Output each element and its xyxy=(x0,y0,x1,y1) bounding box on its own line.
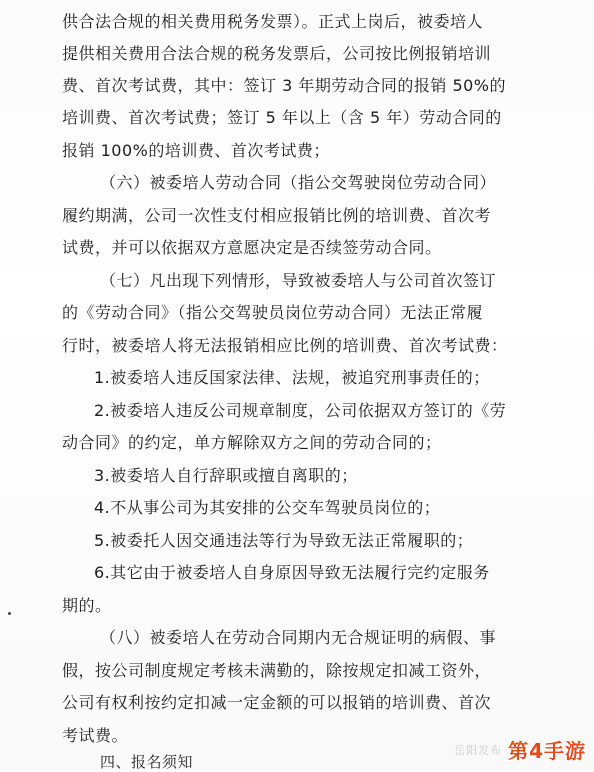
text-line: 试费，并可以依据双方意愿决定是否续签劳动合同。 xyxy=(62,238,442,257)
watermark-logo: 第4手游 xyxy=(508,739,586,763)
list-item-6-continued: 期的。 xyxy=(62,596,112,615)
list-item-1: 1.被委培人违反国家法律、法规，被追究刑事责任的； xyxy=(94,368,490,387)
section-7-heading: （七）凡出现下列情形，导致被委培人与公司首次签订 xyxy=(100,271,497,290)
text-line: 提供相关费用合法合规的税务发票后，公司按比例报销培训 xyxy=(62,44,492,63)
list-item-5: 5.被委托人因交通违法等行为导致无法正常履职的； xyxy=(94,531,474,550)
text-line: 的《劳动合同》（指公交驾驶员岗位劳动合同）无法正常履 xyxy=(62,303,484,322)
section-4-heading: 四、报名须知 xyxy=(100,753,194,771)
list-item-3: 3.被委培人自行辞职或擅自离职的； xyxy=(94,466,358,485)
text-line: 公司有权利按约定扣减一定金额的可以报销的培训费、首次 xyxy=(62,693,492,712)
text-line: 培训费、首次考试费；签订 5 年以上（含 5 年）劳动合同的 xyxy=(62,108,502,127)
scan-speck xyxy=(8,612,11,615)
list-item-2: 2.被委培人违反公司规章制度，公司依据双方签订的《劳 xyxy=(94,401,507,420)
text-line: 假，按公司制度规定考核未满勤的，除按规定扣减工资外， xyxy=(62,661,492,680)
text-line: 考试费。 xyxy=(62,726,129,745)
text-line: 费、首次考试费，其中：签订 3 年期劳动合同的报销 50%的 xyxy=(62,76,507,95)
text-line: 供合法合规的相关费用税务发票）。正式上岗后，被委培人 xyxy=(62,12,484,31)
section-6-heading: （六）被委培人劳动合同（指公交驾驶岗位劳动合同） xyxy=(100,173,497,192)
list-item-4: 4.不从事公司为其安排的公交车驾驶员岗位的； xyxy=(94,498,441,517)
text-line: 履约期满，公司一次性支付相应报销比例的培训费、首次考 xyxy=(62,206,492,225)
text-line: 行时，被委培人将无法报销相应比例的培训费、首次考试费： xyxy=(62,336,508,355)
section-8-heading: （八）被委培人在劳动合同期内无合规证明的病假、事 xyxy=(100,628,497,647)
list-item-2-continued: 动合同》的约定，单方解除双方之间的劳动合同的； xyxy=(62,433,442,452)
list-item-6: 6.其它由于被委培人自身原因导致无法履行完约定服务 xyxy=(94,563,490,582)
watermark xyxy=(454,735,586,764)
text-line: 报销 100%的培训费、首次考试费； xyxy=(62,141,330,160)
watermark-faint-text: 岳阳发布 xyxy=(454,743,503,757)
